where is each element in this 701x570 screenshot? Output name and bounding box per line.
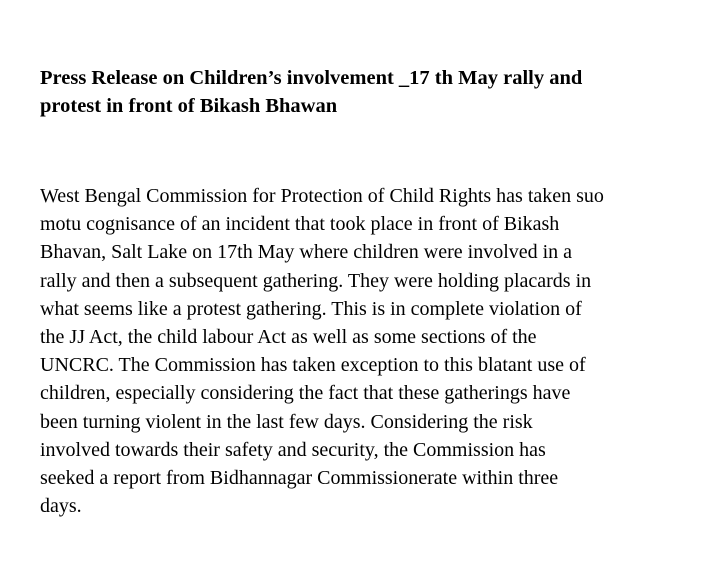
- body-line: involved towards their safety and security, the Commission has: [40, 438, 546, 461]
- body-line: what seems like a protest gathering. This is in complete violation of: [40, 297, 582, 320]
- body-line: children, especially considering the fact that these gatherings have: [40, 382, 571, 405]
- body-line: the JJ Act, the child labour Act as well as some sections of the: [40, 326, 537, 349]
- body-line: seeked a report from Bidhannagar Commissionerate within three: [40, 467, 559, 490]
- body-line: UNCRC. The Commission has taken exception to this blatant use of: [40, 354, 586, 377]
- press-release-body: [40, 182, 680, 520]
- body-line: West Bengal Commission for Protection of Child Rights has taken suo: [40, 185, 604, 207]
- body-line: rally and then a subsequent gathering. They were holding placards in: [40, 269, 592, 292]
- body-line: been turning violent in the last few days. Considering the risk: [40, 410, 533, 433]
- title-line: protest in front of Bikash Bhawan: [40, 95, 338, 117]
- press-release-title: [40, 64, 680, 120]
- title-line: Press Release on Children’s involvement _17 th May rally and: [40, 67, 583, 89]
- body-line: days.: [40, 495, 82, 518]
- press-release-document: [40, 64, 680, 520]
- body-line: Bhavan, Salt Lake on 17th May where children were involved in a: [40, 241, 573, 264]
- body-line: motu cognisance of an incident that took place in front of Bikash: [40, 213, 560, 236]
